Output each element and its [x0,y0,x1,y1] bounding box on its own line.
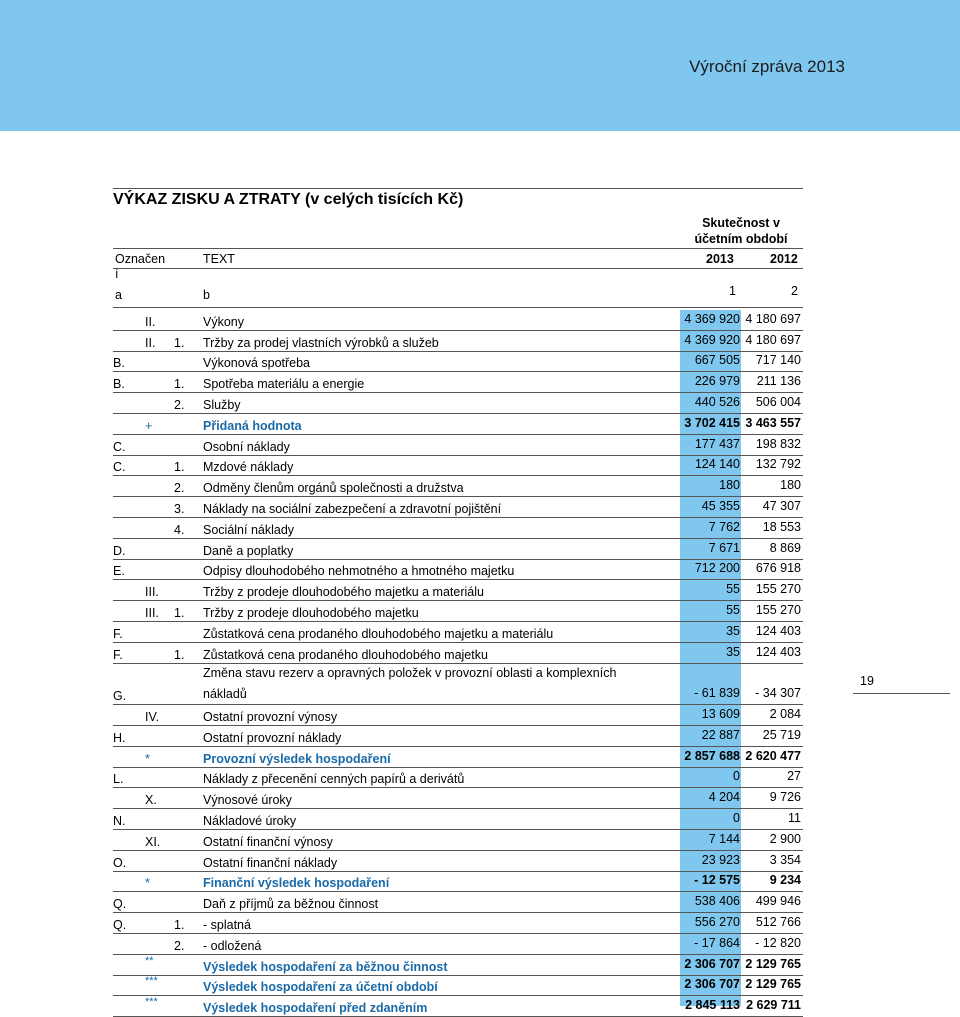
row-value-2012: 3 463 557 [745,415,801,430]
table-row [113,497,803,518]
index-col-2: 2 [791,284,798,298]
row-value-2012: 25 719 [762,727,801,742]
row-value-2013: 55 [726,582,740,597]
row-text: Odměny členům orgánů společnosti a družstva [203,481,464,496]
table-row [113,393,803,414]
row-text: Daně a poplatky [203,543,294,558]
table-row [113,414,803,435]
row-mark: IV. [145,709,160,724]
row-mark: * [145,876,150,891]
row-text: Tržby z prodeje dlouhodobého majetku [203,605,419,620]
row-text: Výsledek hospodaření za účetní období [203,980,438,995]
row-mark: + [145,418,153,433]
row-text: Daň z příjmů za běžnou činnost [203,897,379,912]
row-value-2013: 35 [726,644,740,659]
row-number: 1. [174,377,185,392]
row-value-2012: 9 726 [769,790,801,805]
period-group-line1: Skutečnost v [702,216,780,230]
row-value-2013: 4 369 920 [684,311,740,326]
row-value-2012: 506 004 [755,394,801,409]
row-mark: F. [113,626,123,641]
banner-title: Výroční zpráva 2013 [689,57,845,76]
table-row [113,310,803,331]
row-text: Finanční výsledek hospodaření [203,876,390,891]
table-row [113,955,803,976]
table-row [113,560,803,581]
table-row [113,851,803,872]
row-value-2012: - 12 820 [755,935,801,950]
row-value-2012: 2 620 477 [745,748,801,763]
row-text: Tržby z prodeje dlouhodobého majetku a materiálu [203,585,484,600]
table-row [113,830,803,851]
row-number: 2. [174,938,185,953]
row-text: Tržby za prodej vlastních výrobků a služeb [203,335,439,350]
row-value-2012: 4 180 697 [745,311,801,326]
table-row [113,976,803,997]
table-row [113,456,803,477]
row-value-2013: 226 979 [694,374,740,389]
table-row [113,664,803,706]
header-rule-3 [113,307,803,308]
row-text: Náklady na sociální zabezpečení a zdravotní pojištění [203,501,502,516]
table-row [113,913,803,934]
row-value-2013: 7 762 [708,519,740,534]
row-text: Sociální náklady [203,522,295,537]
row-text: Odpisy dlouhodobého nehmotného a hmotného majetku [203,564,515,579]
row-text: Spotřeba materiálu a energie [203,377,365,392]
row-value-2012: 18 553 [762,519,801,534]
row-value-2012: 27 [787,769,801,784]
column-header-2012: 2012 [770,252,798,266]
row-value-2012: 717 140 [755,353,801,368]
column-header-mark: Označen í [115,252,166,281]
table-row [113,580,803,601]
table-row [113,996,803,1017]
page-number: 19 [860,674,874,688]
index-mark-a: a [115,288,122,302]
row-value-2013: 22 887 [701,727,740,742]
row-number: 4. [174,522,185,537]
row-mark: *** [145,975,158,988]
row-value-2013: 23 923 [701,852,740,867]
row-mark: D. [113,543,126,558]
row-text: Zůstatková cena prodaného dlouhodobého majetku [203,647,488,662]
row-value-2012: 8 869 [769,540,801,555]
row-text: Náklady z přecenění cenných papírů a derivátů [203,772,465,787]
row-mark: III. [145,605,159,620]
row-value-2012: 676 918 [755,561,801,576]
table-row [113,705,803,726]
row-text: Ostatní provozní náklady [203,730,342,745]
row-value-2013: 440 526 [694,394,740,409]
row-mark: O. [113,855,127,870]
table-row [113,539,803,560]
row-mark: L. [113,772,124,787]
header-banner [0,0,960,131]
table-row [113,476,803,497]
table-row [113,809,803,830]
row-value-2013: 35 [726,623,740,638]
row-value-2012: 3 354 [769,852,801,867]
row-text: Osobní náklady [203,439,290,454]
row-value-2012: 211 136 [756,374,801,389]
header-rule-2 [113,268,803,269]
row-mark: Q. [113,897,127,912]
row-value-2012: 47 307 [762,498,801,513]
row-text: Přidaná hodnota [203,418,302,433]
row-mark: Q. [113,917,127,932]
row-value-2012: 2 129 765 [745,977,801,992]
row-mark: X. [145,793,157,808]
row-value-2013: 4 204 [708,790,740,805]
row-value-2013: 556 270 [694,914,740,929]
table-row [113,768,803,789]
table-row [113,788,803,809]
index-text-b: b [203,288,210,302]
row-text: Ostatní finanční náklady [203,855,338,870]
row-value-2013: 0 [733,810,740,825]
row-value-2013: 538 406 [694,894,740,909]
table-row [113,601,803,622]
row-mark: ** [145,954,154,967]
row-value-2013: 2 306 707 [684,956,740,971]
row-value-2012: 11 [788,810,801,825]
row-number: 1. [174,917,185,932]
row-mark: F. [113,647,123,662]
row-value-2012: 2 900 [769,831,801,846]
income-statement-rows [113,310,803,1017]
row-value-2013: 2 845 113 [685,998,740,1013]
row-mark: * [145,751,150,766]
table-row [113,747,803,768]
row-value-2013: 667 505 [694,353,740,368]
row-text: Výsledek hospodaření před zdaněním [203,1001,428,1016]
table-row [113,372,803,393]
row-mark: II. [145,335,156,350]
row-mark: C. [113,439,126,454]
row-value-2013: 45 355 [701,498,740,513]
row-number: 3. [174,501,185,516]
row-text: Mzdové náklady [203,460,294,475]
row-mark: H. [113,730,126,745]
row-value-2012: 2 629 711 [746,998,801,1013]
column-header-text: TEXT [203,252,235,266]
row-mark: II. [145,314,156,329]
column-header-2013: 2013 [706,252,734,266]
row-value-2013: 177 437 [694,436,740,451]
row-value-2012: 4 180 697 [745,332,801,347]
row-mark: B. [113,377,125,392]
table-row [113,643,803,664]
table-row [113,622,803,643]
row-value-2013: - 12 575 [694,873,740,888]
row-text: Změna stavu rezerv a opravných položek v provozní oblasti a komplexních nákladů [203,666,617,702]
row-value-2012: 124 403 [755,623,801,638]
index-col-1: 1 [729,284,736,298]
row-number: 1. [174,460,185,475]
row-value-2013: 3 702 415 [684,415,740,430]
header-rule-1 [113,248,803,249]
table-top-rule [113,188,803,189]
row-value-2012: 132 792 [755,457,801,472]
row-text: Ostatní provozní výnosy [203,709,338,724]
table-row [113,934,803,955]
row-text: Výkony [203,314,244,329]
row-number: 1. [174,605,185,620]
table-row [113,331,803,352]
report-title: VÝKAZ ZISKU A ZTRATY (v celých tisících Kč) [113,191,464,208]
row-value-2012: 124 403 [755,644,801,659]
row-value-2012: 155 270 [755,602,801,617]
table-row [113,872,803,893]
row-value-2013: 124 140 [694,457,740,472]
table-row [113,352,803,373]
row-value-2013: 180 [719,478,740,493]
row-value-2012: 499 946 [755,894,801,909]
table-row [113,435,803,456]
row-mark: E. [113,564,125,579]
row-value-2013: 0 [733,769,740,784]
row-text: Provozní výsledek hospodaření [203,751,391,766]
row-text: Ostatní finanční výnosy [203,834,333,849]
row-mark: C. [113,460,126,475]
row-text: Služby [203,397,241,412]
row-mark: III. [145,585,159,600]
row-value-2013: 2 857 688 [684,748,740,763]
row-value-2013: 55 [726,602,740,617]
row-value-2012: 512 766 [755,914,801,929]
row-text: Nákladové úroky [203,813,297,828]
row-value-2013: 712 200 [694,561,740,576]
table-row [113,726,803,747]
row-value-2012: 2 129 765 [745,956,801,971]
table-row [113,518,803,539]
row-value-2013: 13 609 [701,706,740,721]
row-text: Výsledek hospodaření za běžnou činnost [203,959,448,974]
row-number: 1. [174,647,185,662]
row-text: Výnosové úroky [203,793,292,808]
period-group-header [680,215,802,247]
table-row [113,892,803,913]
period-group-line2: účetním období [694,232,788,246]
row-text: Zůstatková cena prodaného dlouhodobého majetku a materiálu [203,626,554,641]
row-value-2013: 7 144 [708,831,740,846]
row-mark: XI. [145,834,161,849]
row-value-2013: 4 369 920 [684,332,740,347]
page-number-rule [853,693,950,694]
row-text: - splatná [203,917,251,932]
row-value-2013: - 17 864 [694,935,740,950]
row-value-2012: 155 270 [755,582,801,597]
row-text: Výkonová spotřeba [203,356,311,371]
row-value-2013: 7 671 [708,540,740,555]
row-mark: G. [113,689,127,704]
row-value-2012: 180 [780,478,801,493]
row-value-2012: 2 084 [769,706,801,721]
row-mark: N. [113,813,126,828]
row-number: 2. [174,481,185,496]
row-number: 1. [174,335,185,350]
row-text: - odložená [203,938,262,953]
row-mark: *** [145,996,158,1009]
row-value-2012: - 34 307 [755,686,801,701]
row-mark: B. [113,356,125,371]
row-value-2012: 9 234 [769,873,801,888]
row-value-2012: 198 832 [755,436,801,451]
row-value-2013: - 61 839 [694,686,740,701]
row-value-2013: 2 306 707 [684,977,740,992]
row-number: 2. [174,397,185,412]
